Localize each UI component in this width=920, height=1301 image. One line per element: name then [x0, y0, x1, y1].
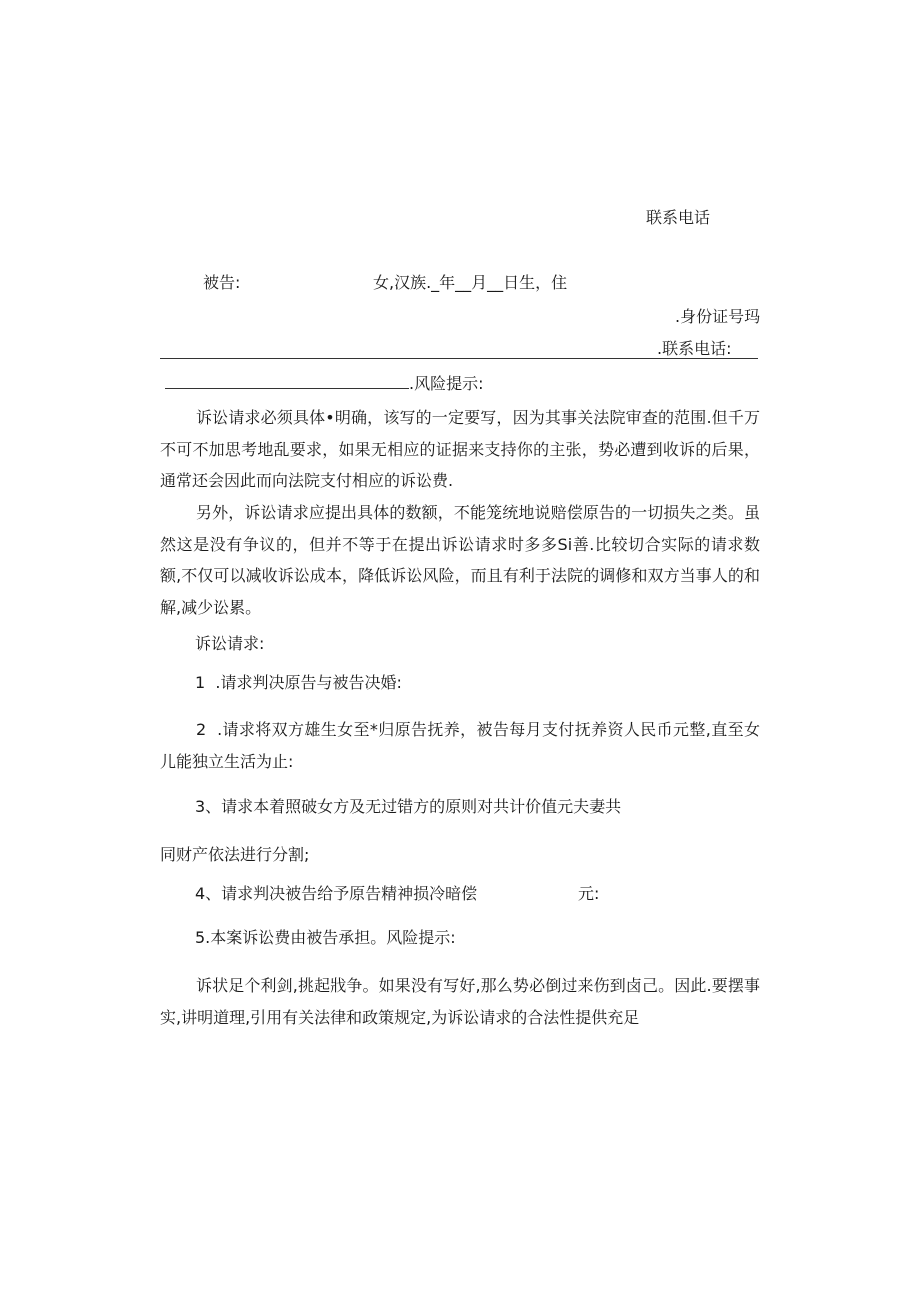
blank-underline: [165, 372, 409, 389]
claim-item-4: 4、请求判决被告给予原告精神损冷暗偿: [195, 884, 478, 903]
claim-item-3-continued: 同财产依法进行分割;: [160, 845, 310, 864]
claim-item-1: 1 .请求判决原告与被告决婚:: [195, 673, 402, 692]
closing-paragraph: 诉状足个利剑,挑起戕争。如果没有写好,那么势必倒过来伤到卤己。因此.要摆事实,讲明道理,引用有关法律和政策规定,为诉讼请求的合法性提供充足: [160, 976, 760, 1027]
paragraph-specific-amount: 另外，诉讼请求应提出具体的数额，不能笼统地说赔偿原告的一切损失之类。虽然这是没有争议的，但并不等于在提出诉讼请求时多多Si善.比较切合实际的请求数额,不仅可以减收诉讼成本，降低诉讼风险，而且有利于法院的调修和双方当事人的和解,减少讼累。: [160, 503, 760, 617]
risk-heading: .风险提示:: [409, 374, 484, 393]
risk-heading-line: [165, 372, 483, 394]
defendant-contact-phone: .联系电话:: [657, 339, 732, 358]
claim-item-4-unit: 元:: [578, 884, 600, 903]
contact-phone-top: 联系电话: [646, 208, 711, 227]
defendant-details: 女,汉族._年__月__日生，住: [373, 273, 568, 292]
claims-heading: 诉讼请求:: [195, 634, 265, 653]
paragraph-litigation-requirements: 诉讼请求必须具体•明确，该写的一定要写，因为其事关法院审查的范围.但千万不可不加思考地乱要求，如果无相应的证据来支持你的主张，势必遭到收诉的后果，通常还会因此而向法院支付相应的诉讼费.: [160, 408, 760, 490]
divider-rule: [160, 358, 758, 359]
defendant-label: 被告:: [203, 273, 241, 292]
defendant-id-number: .身份证号玛: [675, 307, 761, 326]
claim-item-5: 5.本案诉讼费由被告承担。风险提示:: [195, 928, 456, 947]
claim-item-2: 2 .请求将双方雄生女至*归原告抚养，被告每月支付抚养资人民币元整,直至女儿能独立生活为止:: [160, 720, 760, 771]
claim-item-3: 3、请求本着照破女方及无过错方的原则对共计价值元夫妻共: [195, 797, 622, 816]
